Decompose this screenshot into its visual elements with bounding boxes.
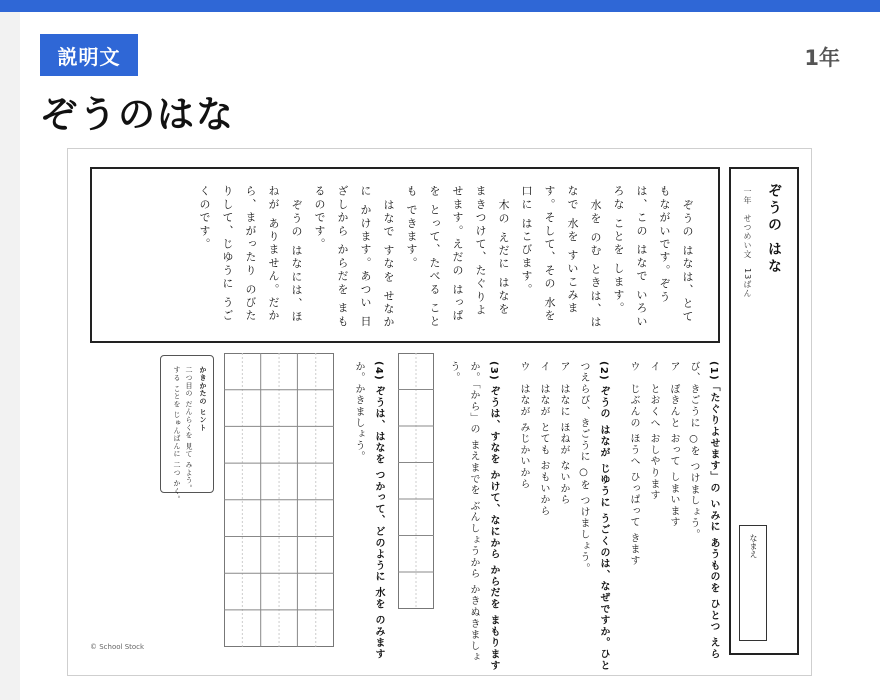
question-line: (2) ぞうの はなが じゆうに うごくのは、なぜですか。ひと (598, 361, 609, 672)
question-line: つえらび、きごうに ○を つけましょう。 (578, 361, 589, 575)
question-line: か。かきましょう。 (353, 361, 364, 463)
hint-line: する ことを じゅんばんに 二つ かく。 (173, 366, 181, 503)
question-line: (3) ぞうは、すなを かけて、なにから からだを まもります (488, 361, 499, 672)
passage-line: ら、まがったり のびた (244, 185, 257, 323)
page-title: ぞうのはな (40, 93, 235, 136)
passage-line: ろな ことを します。 (612, 185, 625, 316)
writing-hint-box (160, 355, 214, 503)
passage-line: に かけます。あつい 日 (359, 185, 372, 329)
top-accent-bar (0, 0, 880, 12)
passage-line: ぞうの はなには、ほ (290, 199, 303, 324)
passage-line: はなで すなを せなか (382, 199, 395, 330)
hint-line: かきかたの ヒント (199, 366, 207, 432)
grade-label: 1年 (804, 46, 840, 70)
passage-line: 水を のむ ときは、は (589, 199, 602, 330)
reading-passage (90, 167, 720, 343)
passage-line: は、この はなで いろい (635, 185, 648, 329)
passage-line: す。そして、その 水を (543, 185, 556, 323)
passage-line: まきつけて、たぐりよ (474, 185, 487, 317)
answer-grid-q3 (398, 353, 434, 609)
passage-line: せます。えだの はっぱ (451, 185, 464, 323)
name-label: なまえ (749, 534, 758, 558)
passage-line: ねが ありません。だか (267, 185, 280, 323)
category-tag: 説明文 (40, 34, 138, 76)
question-line: ウ じぶんの ほうへ ひっぱって きます (628, 361, 639, 567)
passage-line: も できます。 (405, 185, 418, 270)
passage-line: 口に はこびます。 (520, 185, 533, 297)
passage-line: ぞうの はなは、とて (681, 199, 694, 324)
question-line: ウ はなが みじかいから (518, 361, 529, 490)
worksheet-image (67, 148, 812, 676)
copyright-text: © School Stock (90, 643, 145, 651)
passage-line: を とって、たべる こと (428, 185, 441, 329)
question-line: か。「から」の まえまでを ぶんしょうから かきぬきましょ (468, 361, 479, 664)
passage-line: 木の えだに はなを (497, 199, 510, 316)
question-line: び、きごうに ○を つけましょう。 (688, 361, 699, 541)
question-line: イ とおくへ おしやります (648, 361, 659, 502)
passage-line: なで 水を すいこみま (566, 185, 579, 316)
question-line: ア はなに ほねが ないから (558, 361, 569, 506)
worksheet-subtitle: 一年 せつめい文 13ばん (743, 187, 752, 299)
passage-line: ざしから からだを まも (336, 185, 349, 329)
worksheet-header (729, 167, 799, 655)
question-line: イ はなが とても おもいから (538, 361, 549, 517)
hint-line: 二つ目の だんらくを 見て みよう。 (185, 366, 193, 493)
answer-grid-q4 (224, 353, 334, 647)
question-line: (4) ぞうは、はなを つかって、どのように 水を のみます (373, 361, 384, 661)
question-line: ア ぽきんと おって しまいます (668, 361, 679, 529)
passage-line: もながいです。ぞう (658, 185, 671, 304)
passage-line: るのです。 (313, 185, 326, 251)
passage-line: りして、じゆうに うご (221, 185, 234, 323)
worksheet-title: ぞうの はな (766, 183, 782, 276)
passage-line: くのです。 (198, 185, 211, 251)
name-field (739, 525, 767, 641)
question-line: (1)「たぐりよせます」の いみに あうものを ひとつ えら (708, 361, 719, 661)
question-line: う。 (448, 361, 459, 384)
